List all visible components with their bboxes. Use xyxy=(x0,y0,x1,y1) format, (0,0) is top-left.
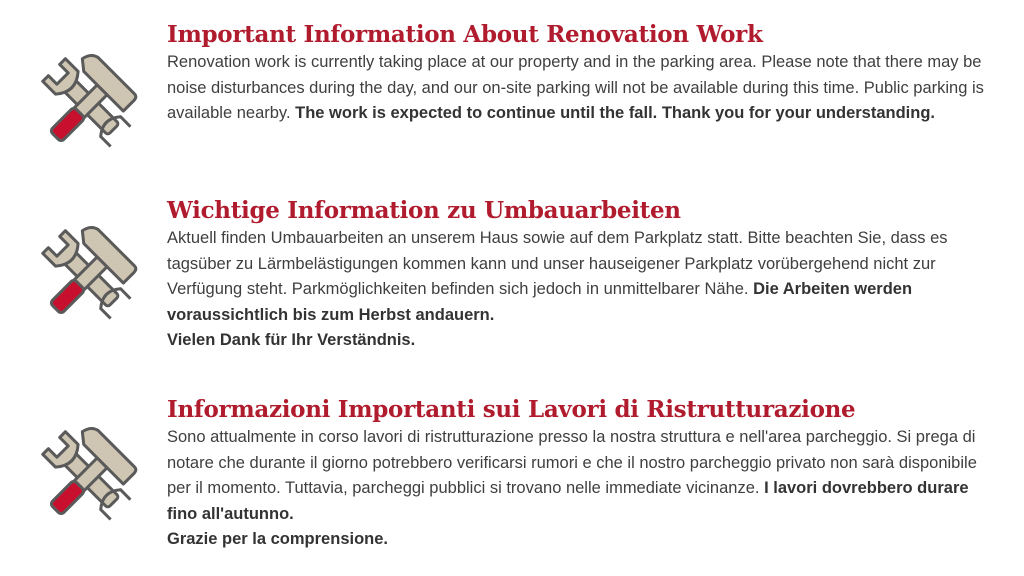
notice-body-bold: The work is expected to continue until the fall. Thank you for your understanding. xyxy=(295,104,935,122)
notice-thanks: Vielen Dank für Ihr Verständnis. xyxy=(167,331,416,349)
notice-body-text: Aktuell finden Umbauarbeiten an unserem Haus sowie auf dem Parkplatz statt. Bitte beachten Sie, dass es tagsüber zu Lärmbelästigungen kommen kann und unser hauseigener Parkplatz vorübergehend nicht zur Verfügung steht. Parkmöglichkeiten befinden sich jedoch in unmittelbarer Nähe. xyxy=(167,229,948,298)
hammer-wrench-icon xyxy=(38,226,138,326)
notice-text xyxy=(167,20,997,127)
hammer-wrench-icon xyxy=(38,427,138,527)
notice-body-bold: I lavori dovrebbero durare fino all'autunno. xyxy=(167,479,969,523)
notice-text xyxy=(167,196,997,354)
notice-title: Important Information About Renovation Work xyxy=(167,21,763,48)
notice-body-bold: Die Arbeiten werden voraussichtlich bis zum Herbst andauern. xyxy=(167,280,913,324)
notice-thanks: Grazie per la comprensione. xyxy=(167,530,388,548)
notice-title: Wichtige Information zu Umbauarbeiten xyxy=(167,197,681,224)
hammer-wrench-icon xyxy=(38,54,138,154)
notice-body-text: Sono attualmente in corso lavori di ristrutturazione presso la nostra struttura e nell'area parcheggio. Si prega di notare che durante il giorno potrebbero verificarsi rumori e che il nostro parcheggio privato non sarà disponibile per il momento. Tuttavia, parcheggi pubblici si trovano nelle immediate vicinanze. xyxy=(167,428,977,497)
notice-text xyxy=(167,395,997,553)
notice-body xyxy=(167,425,997,553)
notice-body-text: Renovation work is currently taking place at our property and in the parking area. Please note that there may be noise disturbances during the day, and our on-site parking will not be available during this time. Public parking is available nearby. xyxy=(167,53,984,122)
notice-body xyxy=(167,50,997,127)
notice-title: Informazioni Importanti sui Lavori di Ristrutturazione xyxy=(167,396,856,423)
notice-body xyxy=(167,226,997,354)
